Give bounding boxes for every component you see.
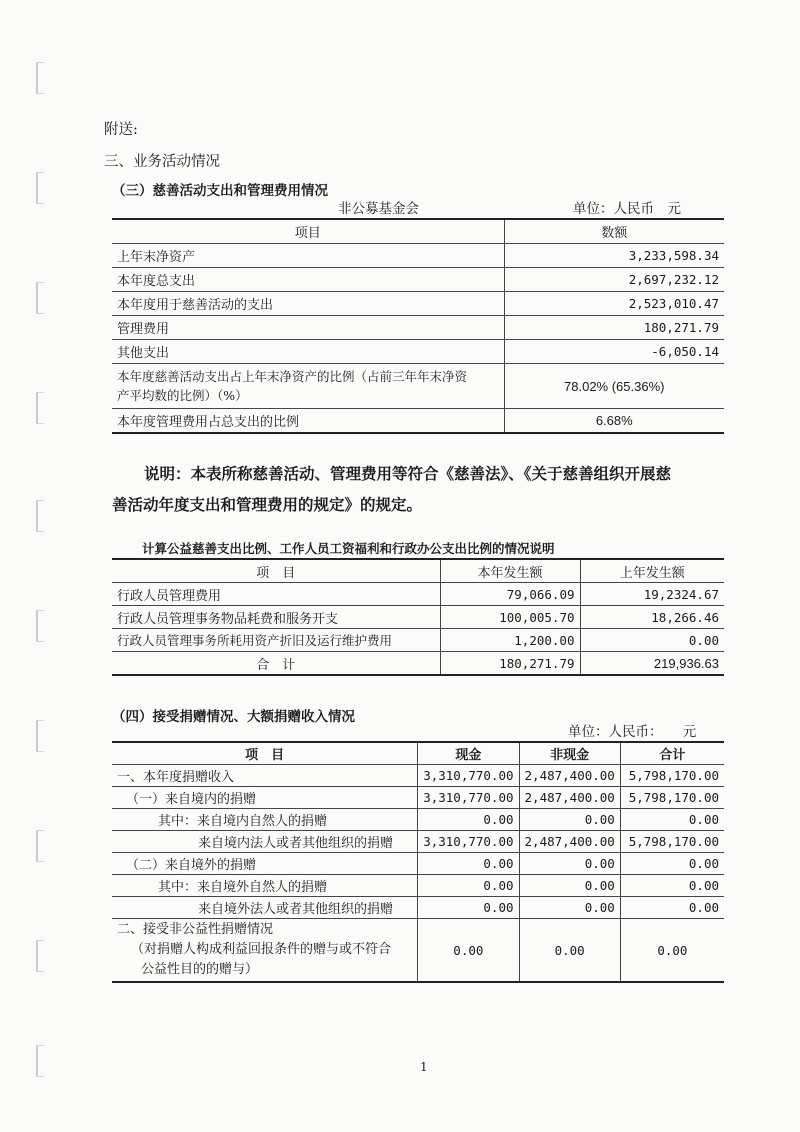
column-header: 合计	[620, 742, 724, 765]
table-row	[112, 629, 724, 652]
table-row	[112, 897, 724, 919]
table-row	[112, 340, 724, 364]
noncash-amount: 0.00	[519, 897, 620, 919]
table-row	[112, 583, 724, 606]
binder-mark	[36, 282, 44, 314]
total-amount: 0.00	[620, 897, 724, 919]
previous-amount: 0.00	[580, 629, 724, 652]
total-amount: 5,798,170.00	[620, 765, 724, 787]
binder-mark	[36, 830, 44, 862]
row-label: 本年度用于慈善活动的支出	[112, 292, 504, 316]
table-row	[112, 853, 724, 875]
row-label: 来自境内法人或者其他组织的捐赠	[112, 831, 418, 853]
table-row	[112, 409, 724, 434]
table-row	[112, 919, 724, 983]
row-label-line: （对捐赠人构成利益回报条件的赠与或不符合	[131, 942, 392, 957]
donation-table	[112, 741, 724, 983]
binder-mark	[36, 392, 44, 424]
cash-amount: 0.00	[418, 809, 519, 831]
table-row	[112, 606, 724, 629]
table-header-row	[112, 219, 724, 244]
sec4-title: （四）接受捐赠情况、大额捐赠收入情况	[112, 709, 355, 725]
row-label: 其他支出	[112, 340, 504, 364]
row-value: -6,050.14	[504, 340, 724, 364]
table-header-row	[112, 742, 724, 765]
noncash-amount: 0.00	[519, 853, 620, 875]
row-value: 6.68%	[504, 409, 724, 434]
row-value: 2,697,232.12	[504, 268, 724, 292]
binder-mark	[36, 610, 44, 642]
total-amount: 0.00	[620, 875, 724, 897]
total-amount: 0.00	[620, 853, 724, 875]
binder-mark	[36, 62, 44, 94]
previous-amount: 18,266.46	[580, 606, 724, 629]
table-row	[112, 831, 724, 853]
row-label: 管理费用	[112, 316, 504, 340]
noncash-amount: 0.00	[519, 809, 620, 831]
sec4-unit: 单位：人民币： 元	[568, 724, 697, 740]
table-row	[112, 364, 724, 409]
table-row	[112, 765, 724, 787]
charity-expense-table	[112, 218, 724, 434]
ratio-title: 计算公益慈善支出比例、工作人员工资福利和行政办公支出比例的情况说明	[142, 541, 555, 556]
table-row	[112, 809, 724, 831]
noncash-amount: 0.00	[519, 919, 620, 983]
row-label: 上年末净资产	[112, 244, 504, 268]
sec3-unit: 单位：人民币 元	[573, 201, 681, 217]
explanation-note	[112, 458, 724, 520]
row-label-line: 公益性目的的赠与）	[141, 962, 259, 977]
attachment-label: 附送:	[104, 122, 138, 138]
column-header: 非现金	[519, 742, 620, 765]
binder-mark	[36, 720, 44, 752]
row-label: 行政人员管理费用	[112, 583, 440, 606]
cash-amount: 0.00	[418, 897, 519, 919]
total-amount: 0.00	[620, 809, 724, 831]
section-heading: 三、业务活动情况	[104, 154, 220, 170]
table-row	[112, 292, 724, 316]
binder-mark	[36, 500, 44, 532]
org-type: 非公募基金会	[338, 201, 419, 217]
total-amount: 5,798,170.00	[620, 787, 724, 809]
table-total-row	[112, 652, 724, 676]
cash-amount: 0.00	[418, 919, 519, 983]
column-header: 项 目	[112, 559, 440, 583]
row-value: 78.02% (65.36%)	[504, 364, 724, 409]
row-value: 180,271.79	[504, 316, 724, 340]
total-amount: 0.00	[620, 919, 724, 983]
row-label: （一）来自境内的捐赠	[112, 787, 418, 809]
noncash-amount: 2,487,400.00	[519, 765, 620, 787]
cash-amount: 3,310,770.00	[418, 765, 519, 787]
noncash-amount: 2,487,400.00	[519, 787, 620, 809]
admin-expense-table	[112, 558, 724, 676]
row-label: 行政人员管理事务所耗用资产折旧及运行维护费用	[112, 629, 440, 652]
column-header: 上年发生额	[580, 559, 724, 583]
column-header: 现金	[418, 742, 519, 765]
table-row	[112, 268, 724, 292]
row-label-line: 产平均数的比例）（%）	[117, 388, 248, 403]
note-line: 说明：本表所称慈善活动、管理费用等符合《慈善法》、《关于慈善组织开展慈	[144, 464, 672, 483]
binder-mark	[36, 1045, 44, 1077]
row-label	[112, 364, 504, 409]
row-label: 其中：来自境内自然人的捐赠	[112, 809, 418, 831]
current-amount: 180,271.79	[440, 652, 580, 676]
row-label: 本年度总支出	[112, 268, 504, 292]
column-header: 项目	[112, 219, 504, 244]
column-header: 项 目	[112, 742, 418, 765]
row-label: 一、本年度捐赠收入	[112, 765, 418, 787]
table-row	[112, 875, 724, 897]
row-label: 来自境外法人或者其他组织的捐赠	[112, 897, 418, 919]
current-amount: 79,066.09	[440, 583, 580, 606]
row-label: 其中：来自境外自然人的捐赠	[112, 875, 418, 897]
row-label-line: 本年度慈善活动支出占上年末净资产的比例（占前三年年末净资	[117, 369, 468, 384]
table-header-row	[112, 559, 724, 583]
note-line: 善活动年度支出和管理费用的规定》的规定。	[112, 495, 423, 514]
row-label: 合 计	[112, 652, 440, 676]
previous-amount: 19,2324.67	[580, 583, 724, 606]
row-label: 行政人员管理事务物品耗费和服务开支	[112, 606, 440, 629]
table-row	[112, 787, 724, 809]
page-number: 1	[420, 1060, 428, 1074]
row-label-line: 二、接受非公益性捐赠情况	[117, 922, 274, 937]
column-header: 本年发生额	[440, 559, 580, 583]
total-amount: 5,798,170.00	[620, 831, 724, 853]
noncash-amount: 0.00	[519, 875, 620, 897]
row-value: 3,233,598.34	[504, 244, 724, 268]
current-amount: 1,200.00	[440, 629, 580, 652]
sec3-title: （三）慈善活动支出和管理费用情况	[112, 183, 328, 199]
previous-amount: 219,936.63	[580, 652, 724, 676]
row-value: 2,523,010.47	[504, 292, 724, 316]
noncash-amount: 2,487,400.00	[519, 831, 620, 853]
table-row	[112, 244, 724, 268]
binder-mark	[36, 172, 44, 204]
row-label: 本年度管理费用占总支出的比例	[112, 409, 504, 434]
cash-amount: 0.00	[418, 875, 519, 897]
cash-amount: 3,310,770.00	[418, 787, 519, 809]
current-amount: 100,005.70	[440, 606, 580, 629]
cash-amount: 3,310,770.00	[418, 831, 519, 853]
table-row	[112, 316, 724, 340]
binder-mark	[36, 940, 44, 972]
row-label	[112, 919, 418, 983]
column-header: 数额	[504, 219, 724, 244]
row-label: （二）来自境外的捐赠	[112, 853, 418, 875]
cash-amount: 0.00	[418, 853, 519, 875]
